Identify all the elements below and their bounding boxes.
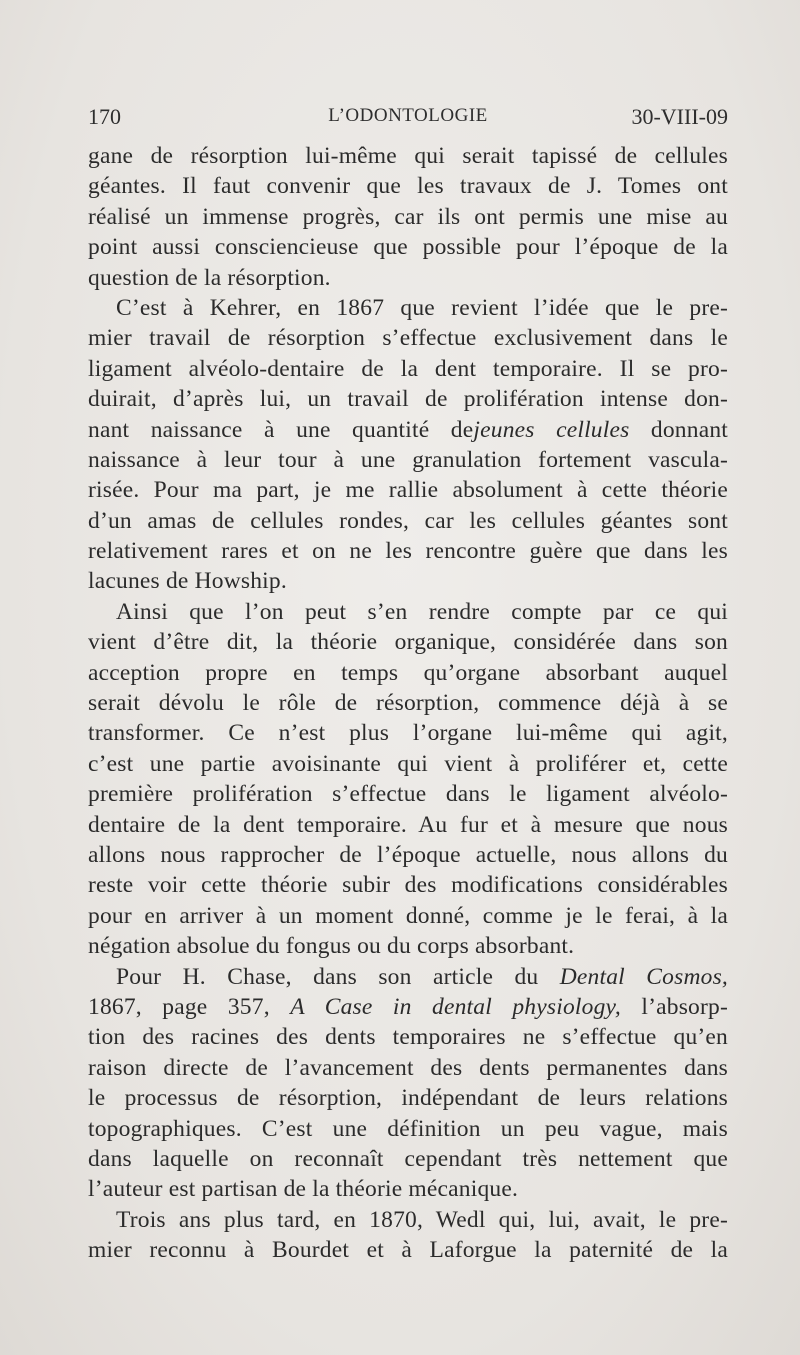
text-line: reste voir cette théorie subir des modifications considérables [88, 872, 728, 899]
text-line: géantes. Il faut convenir que les travaux de J. Tomes ont [88, 173, 728, 200]
text-line: gane de résorption lui-même qui serait tapissé de cellules [88, 143, 728, 169]
text-line [88, 992, 728, 1022]
text-line: l’auteur est partisan de la théorie mécanique. [88, 1176, 519, 1203]
text-line: risée. Pour ma part, je me rallie absolument à cette théorie [88, 477, 728, 504]
text-line: pour en arriver à un moment donné, comme je le ferai, à la [88, 902, 728, 929]
text-line: première prolifération s’effectue dans le ligament alvéolo- [88, 781, 728, 808]
text-line: c’est une partie avoisinante qui vient à proliférer et, cette [88, 750, 728, 777]
text-segment: donnant [629, 416, 729, 443]
body-text [88, 141, 728, 1265]
text-line: C’est à Kehrer, en 1867 que revient l’idée que le pre- [116, 294, 728, 321]
text-line: acception propre en temps qu’organe absorbant auquel [88, 659, 728, 686]
text-line: dentaire de la dent temporaire. Au fur et à mesure que nous [88, 811, 728, 838]
text-line [88, 962, 728, 992]
text-line: dans laquelle on reconnaît cependant très nettement que [88, 1145, 728, 1172]
text-line: serait dévolu le rôle de résorption, commence déjà à se [88, 690, 728, 717]
text-line: réalisé un immense progrès, car ils ont permis une mise au [88, 203, 728, 230]
text-segment: Pour H. Chase, dans son article du [116, 963, 560, 990]
italic-phrase: jeunes cellules [473, 416, 630, 443]
text-line: raison directe de l’avancement des dents permanentes dans [88, 1054, 728, 1081]
issue-date: 30-VIII-09 [631, 104, 728, 129]
text-line: topographiques. C’est une définition un peu vague, mais [88, 1115, 728, 1142]
text-segment: l’absorp- [620, 993, 728, 1020]
text-line: Ainsi que l’on peut s’en rendre compte par ce qui [116, 598, 728, 625]
text-line: mier travail de résorption s’effectue exclusivement dans le [88, 325, 728, 352]
text-line: allons nous rapprocher de l’époque actuelle, nous allons du [88, 841, 728, 868]
page-number: 170 [88, 104, 121, 129]
text-line: question de la résorption. [88, 264, 331, 291]
journal-title: L’ODONTOLOGIE [328, 105, 488, 126]
text-line: lacunes de Howship. [88, 568, 287, 595]
text-line: relativement rares et on ne les rencontre guère que dans les [88, 538, 728, 565]
text-line: duirait, d’après lui, un travail de prolifération intense don- [88, 386, 728, 413]
text-segment: nant naissance à une quantité de [88, 416, 474, 443]
italic-phrase: Dental Cosmos, [559, 963, 728, 990]
text-line: Trois ans plus tard, en 1870, Wedl qui, lui, avait, le pre- [116, 1206, 728, 1233]
text-line: d’un amas de cellules rondes, car les cellules géantes sont [88, 507, 728, 534]
running-header [88, 104, 728, 134]
text-line: mier reconnu à Bourdet et à Laforgue la paternité de la [88, 1237, 728, 1264]
text-line: négation absolue du fongus ou du corps absorbant. [88, 933, 575, 960]
text-segment: 1867, page 357, [88, 993, 291, 1020]
text-line: naissance à leur tour à une granulation fortement vascula- [88, 446, 728, 473]
text-line: le processus de résorption, indépendant de leurs relations [88, 1085, 728, 1112]
text-line: tion des racines des dents temporaires ne s’effectue qu’en [88, 1024, 728, 1051]
text-line: transformer. Ce n’est plus l’organe lui-même qui agit, [88, 720, 728, 747]
text-line [88, 415, 728, 445]
text-line: ligament alvéolo-dentaire de la dent temporaire. Il se pro- [88, 355, 728, 382]
text-line: vient d’être dit, la théorie organique, considérée dans son [88, 629, 728, 656]
text-line: point aussi consciencieuse que possible pour l’époque de la [88, 234, 728, 261]
italic-phrase: A Case in dental physiology, [290, 993, 621, 1020]
